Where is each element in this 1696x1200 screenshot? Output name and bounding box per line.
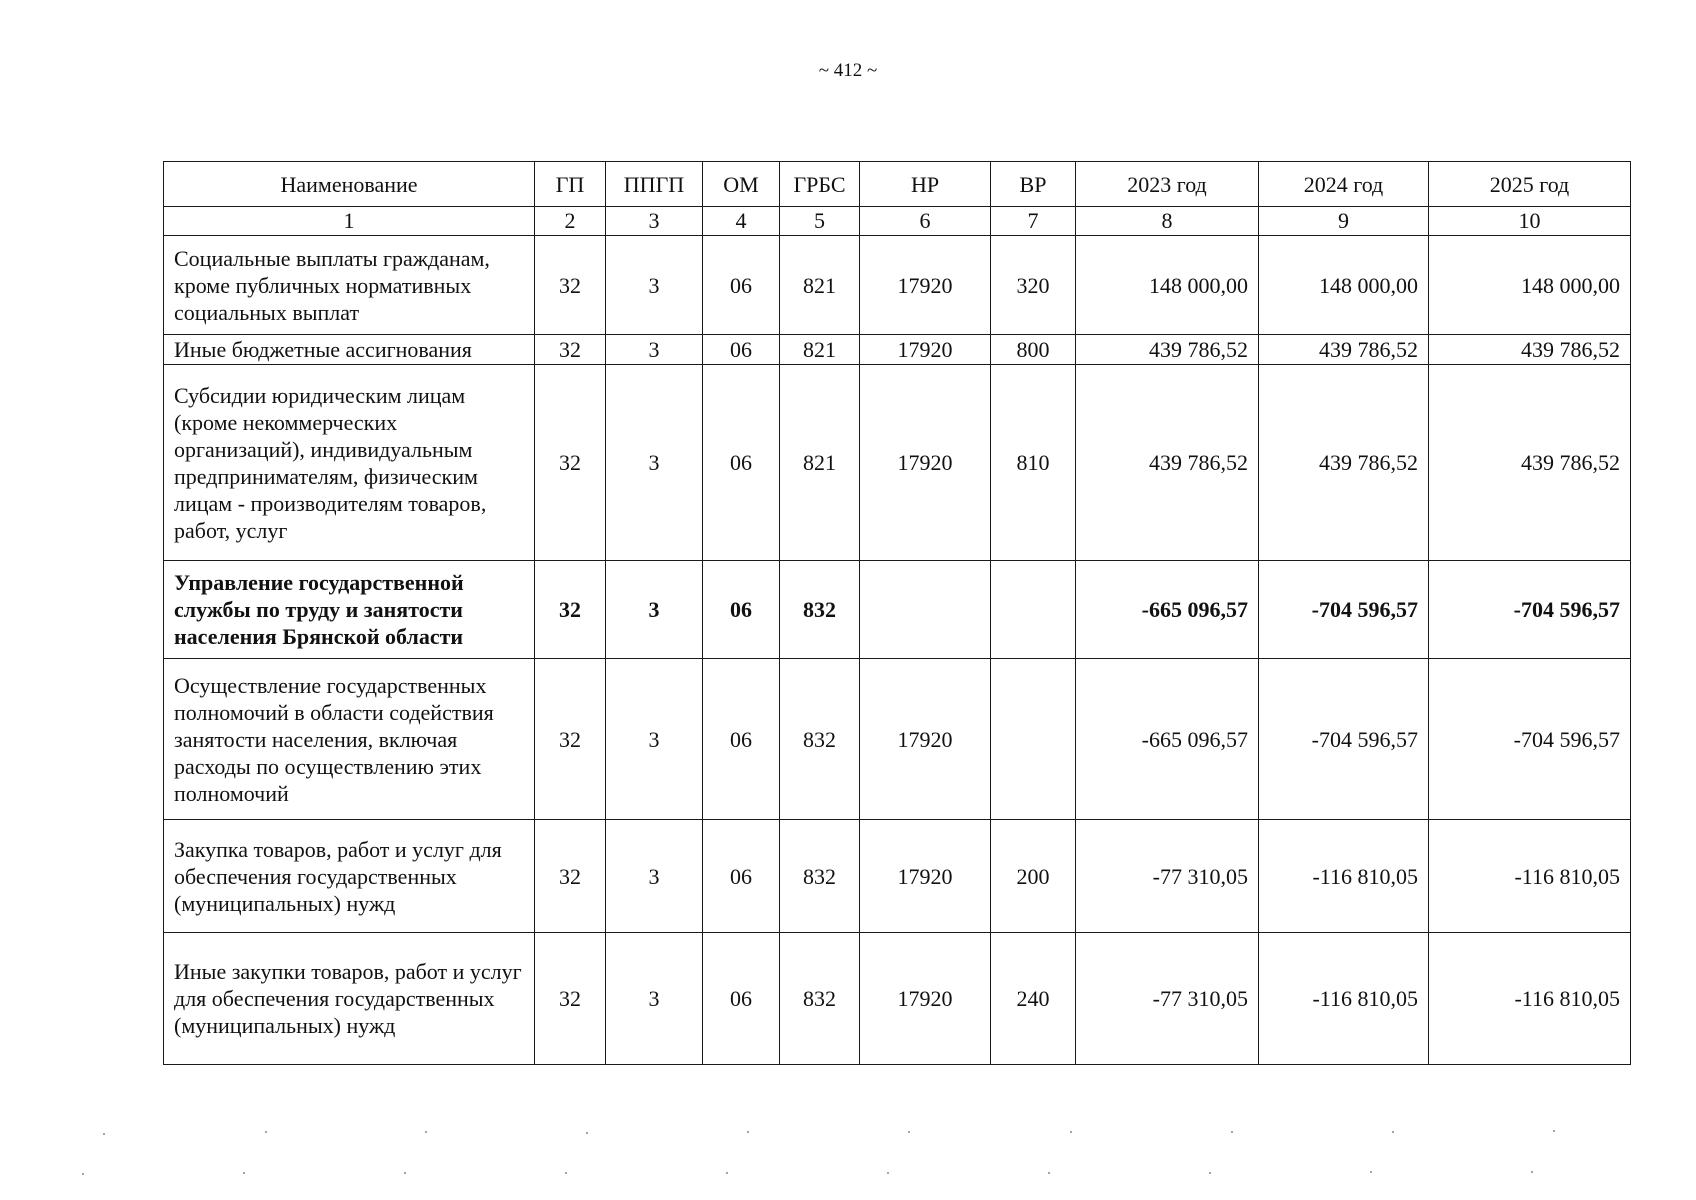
cell-vr: 240: [991, 933, 1076, 1065]
scan-speck: [243, 1172, 245, 1174]
cell-ppgp: 3: [606, 933, 703, 1065]
cell-2024: 439 786,52: [1259, 335, 1429, 365]
table-row: [164, 659, 1631, 820]
cell-vr: 810: [991, 365, 1076, 561]
cell-gp: 32: [535, 659, 606, 820]
table-row: [164, 820, 1631, 933]
cell-grbs: 821: [780, 335, 860, 365]
header-name: Наименование: [164, 162, 535, 207]
column-number: 2: [535, 207, 606, 236]
cell-om: 06: [703, 659, 780, 820]
cell-gp: 32: [535, 236, 606, 335]
cell-2025: -704 596,57: [1429, 561, 1631, 659]
column-number: 9: [1259, 207, 1429, 236]
cell-ppgp: 3: [606, 659, 703, 820]
cell-2025: 439 786,52: [1429, 365, 1631, 561]
cell-2025: 148 000,00: [1429, 236, 1631, 335]
cell-grbs: 832: [780, 933, 860, 1065]
scan-speck: [103, 1133, 105, 1135]
cell-2023: 439 786,52: [1076, 335, 1259, 365]
scan-speck: [1370, 1171, 1372, 1173]
column-number: 8: [1076, 207, 1259, 236]
cell-2025: -704 596,57: [1429, 659, 1631, 820]
table-row: [164, 933, 1631, 1065]
scan-speck: [82, 1173, 84, 1175]
cell-ppgp: 3: [606, 236, 703, 335]
cell-2023: -77 310,05: [1076, 933, 1259, 1065]
cell-vr: 320: [991, 236, 1076, 335]
header-grbs: ГРБС: [780, 162, 860, 207]
scan-speck: [887, 1172, 889, 1174]
cell-om: 06: [703, 365, 780, 561]
cell-nr: 17920: [860, 236, 991, 335]
cell-gp: 32: [535, 933, 606, 1065]
column-number: 3: [606, 207, 703, 236]
cell-grbs: 832: [780, 659, 860, 820]
cell-2025: -116 810,05: [1429, 933, 1631, 1065]
scan-speck: [908, 1131, 910, 1133]
table-row: [164, 335, 1631, 365]
cell-grbs: 832: [780, 820, 860, 933]
cell-nr: 17920: [860, 820, 991, 933]
cell-2023: 439 786,52: [1076, 365, 1259, 561]
scan-speck: [1231, 1131, 1233, 1133]
cell-nr: 17920: [860, 659, 991, 820]
cell-2024: 439 786,52: [1259, 365, 1429, 561]
cell-nr: 17920: [860, 933, 991, 1065]
scan-speck: [425, 1131, 427, 1133]
cell-vr: 200: [991, 820, 1076, 933]
scan-speck: [1048, 1172, 1050, 1174]
scan-speck: [1553, 1130, 1555, 1132]
row-name: Управление государственной службы по труду и занятости населения Брянской области: [164, 561, 535, 659]
scan-speck: [265, 1131, 267, 1133]
scan-speck: [404, 1172, 406, 1174]
row-name: Субсидии юридическим лицам (кроме некоммерческих организаций), индивидуальным предпринимателям, физическим лицам - производителям товаров, работ, услуг: [164, 365, 535, 561]
cell-nr: 17920: [860, 365, 991, 561]
cell-grbs: 821: [780, 236, 860, 335]
cell-2025: -116 810,05: [1429, 820, 1631, 933]
cell-om: 06: [703, 236, 780, 335]
header-2024: 2024 год: [1259, 162, 1429, 207]
cell-om: 06: [703, 933, 780, 1065]
row-name: Осуществление государственных полномочий в области содействия занятости населения, включая расходы по осуществлению этих полномочий: [164, 659, 535, 820]
table-row: [164, 561, 1631, 659]
scan-speck: [726, 1172, 728, 1174]
scan-speck: [565, 1172, 567, 1174]
cell-ppgp: 3: [606, 561, 703, 659]
cell-2024: -116 810,05: [1259, 933, 1429, 1065]
column-number: 1: [164, 207, 535, 236]
cell-gp: 32: [535, 335, 606, 365]
page-number: ~ 412 ~: [818, 60, 878, 81]
header-gp: ГП: [535, 162, 606, 207]
column-number: 10: [1429, 207, 1631, 236]
cell-om: 06: [703, 335, 780, 365]
budget-table: [163, 161, 1631, 1065]
row-name: Иные бюджетные ассигнования: [164, 335, 535, 365]
cell-2024: -116 810,05: [1259, 820, 1429, 933]
cell-grbs: 832: [780, 561, 860, 659]
cell-gp: 32: [535, 365, 606, 561]
cell-vr: [991, 659, 1076, 820]
cell-nr: [860, 561, 991, 659]
cell-gp: 32: [535, 561, 606, 659]
header-row: [164, 162, 1631, 207]
table-row: [164, 236, 1631, 335]
header-vr: ВР: [991, 162, 1076, 207]
column-number: 6: [860, 207, 991, 236]
cell-2023: -665 096,57: [1076, 659, 1259, 820]
cell-ppgp: 3: [606, 365, 703, 561]
row-name: Закупка товаров, работ и услуг для обеспечения государственных (муниципальных) нужд: [164, 820, 535, 933]
cell-2023: 148 000,00: [1076, 236, 1259, 335]
scan-speck: [1531, 1171, 1533, 1173]
header-2025: 2025 год: [1429, 162, 1631, 207]
cell-om: 06: [703, 820, 780, 933]
header-om: ОМ: [703, 162, 780, 207]
cell-2024: -704 596,57: [1259, 561, 1429, 659]
cell-2024: 148 000,00: [1259, 236, 1429, 335]
header-nr: НР: [860, 162, 991, 207]
scan-speck: [1209, 1172, 1211, 1174]
row-name: Иные закупки товаров, работ и услуг для обеспечения государственных (муниципальных) нужд: [164, 933, 535, 1065]
cell-om: 06: [703, 561, 780, 659]
cell-2023: -77 310,05: [1076, 820, 1259, 933]
column-number: 4: [703, 207, 780, 236]
cell-vr: 800: [991, 335, 1076, 365]
header-ppgp: ППГП: [606, 162, 703, 207]
cell-vr: [991, 561, 1076, 659]
scan-speck: [747, 1131, 749, 1133]
header-2023: 2023 год: [1076, 162, 1259, 207]
cell-ppgp: 3: [606, 820, 703, 933]
cell-grbs: 821: [780, 365, 860, 561]
scan-speck: [1070, 1131, 1072, 1133]
cell-ppgp: 3: [606, 335, 703, 365]
row-name: Социальные выплаты гражданам, кроме публичных нормативных социальных выплат: [164, 236, 535, 335]
cell-2023: -665 096,57: [1076, 561, 1259, 659]
table-row: [164, 365, 1631, 561]
column-number-row: [164, 207, 1631, 236]
cell-nr: 17920: [860, 335, 991, 365]
cell-2024: -704 596,57: [1259, 659, 1429, 820]
cell-2025: 439 786,52: [1429, 335, 1631, 365]
scan-speck: [586, 1132, 588, 1134]
column-number: 7: [991, 207, 1076, 236]
column-number: 5: [780, 207, 860, 236]
scan-speck: [1392, 1131, 1394, 1133]
cell-gp: 32: [535, 820, 606, 933]
